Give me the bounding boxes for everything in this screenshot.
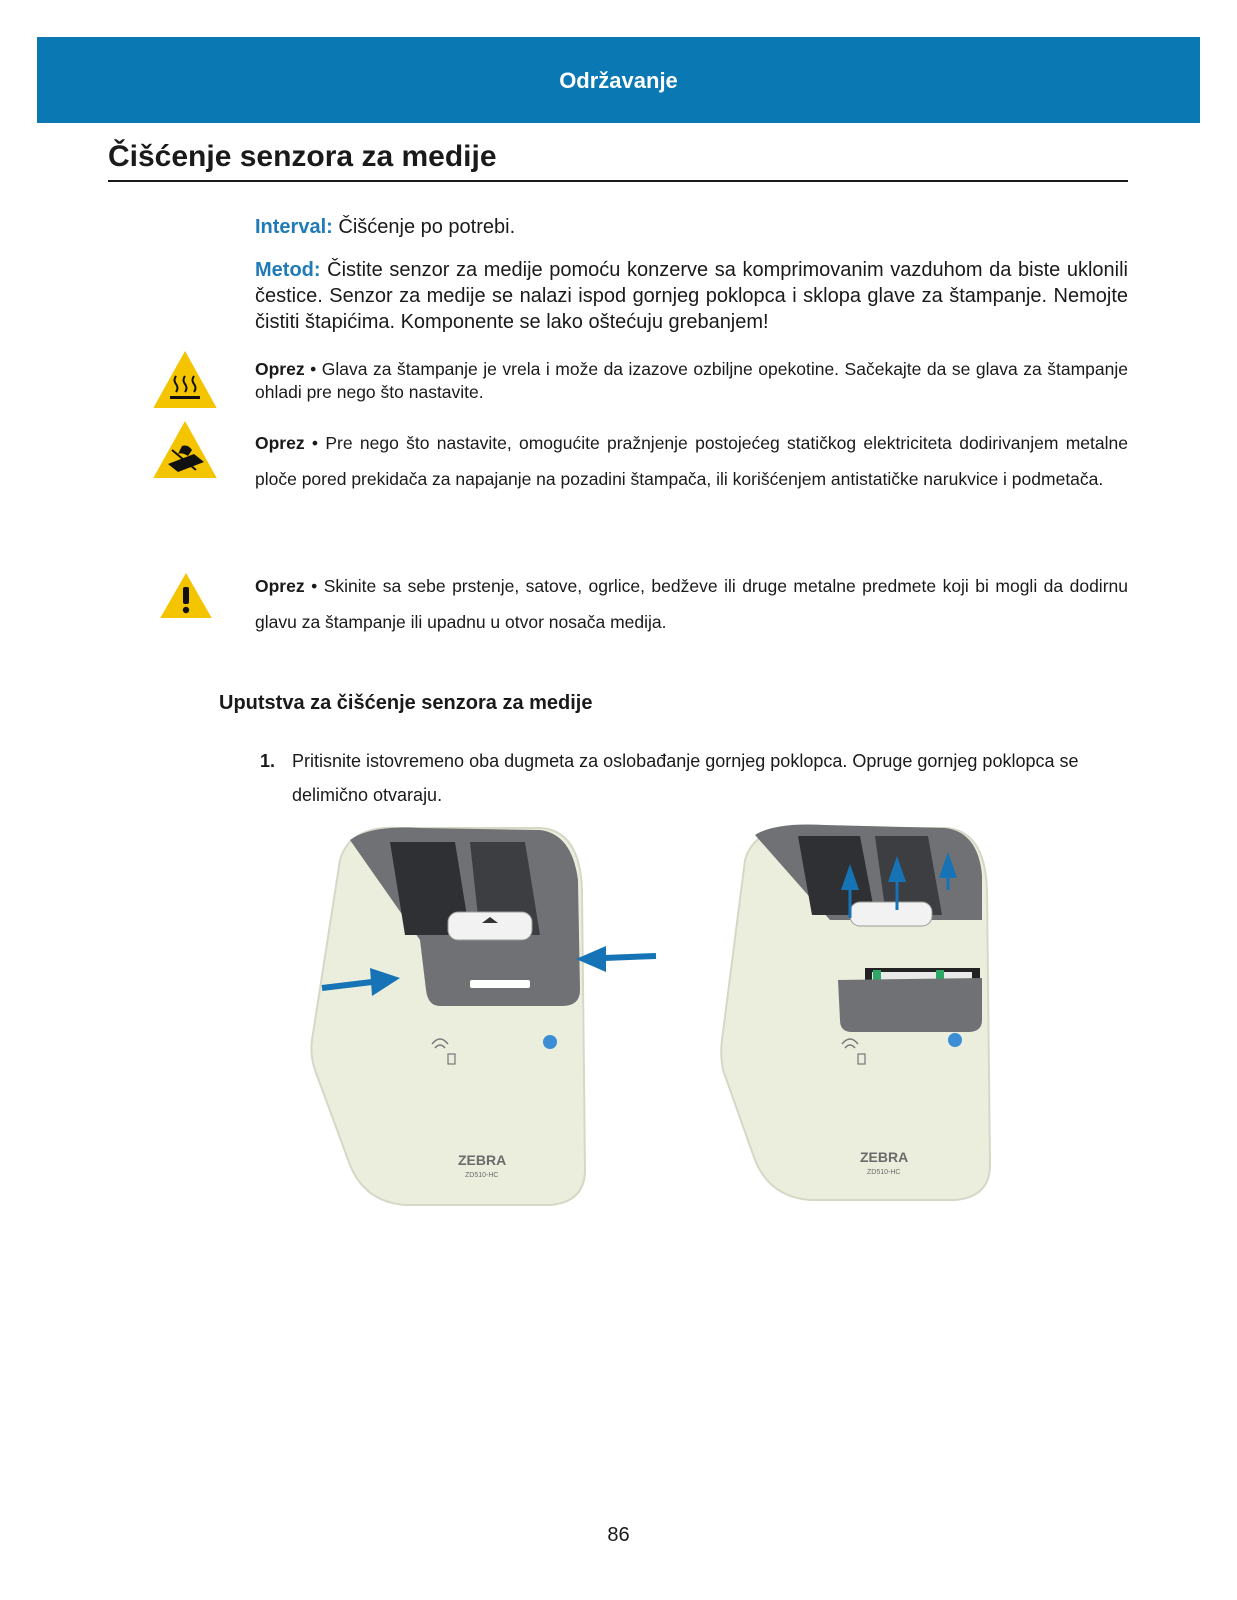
caution-metal xyxy=(255,568,1128,640)
printer-brand: ZEBRA xyxy=(458,1152,507,1168)
section-title: Održavanje xyxy=(559,68,678,93)
caution-label: Oprez xyxy=(255,359,305,379)
caution-label: Oprez xyxy=(255,576,305,596)
right-arrow-icon xyxy=(560,940,660,980)
caution-esd xyxy=(255,425,1128,497)
instructions-heading: Uputstva za čišćenje senzora za medije xyxy=(219,692,593,714)
section-header xyxy=(37,37,1200,123)
interval-label: Interval: xyxy=(255,216,333,238)
caution-text: • Glava za štampanje je vrela i može da izazove ozbiljne opekotine. Sačekajte da se glava za štampanje ohladi pre nego što nastavite. xyxy=(255,359,1128,402)
method-label: Metod: xyxy=(255,259,321,281)
printer-model: ZD510-HC xyxy=(465,1172,499,1179)
warning-icon xyxy=(160,573,212,619)
interval-text: Čišćenje po potrebi. xyxy=(338,216,516,238)
hot-surface-icon xyxy=(152,350,218,410)
page-title: Čišćenje senzora za medije xyxy=(108,140,1128,182)
page-number: 86 xyxy=(607,1524,630,1546)
printer-model: ZD510-HC xyxy=(867,1169,901,1176)
caution-hot xyxy=(255,358,1128,404)
caution-label: Oprez xyxy=(255,433,305,453)
step-text: Pritisnite istovremeno oba dugmeta za oslobađanje gornjeg poklopca. Opruge gornjeg poklopca se delimično otvaraju. xyxy=(292,751,1079,805)
step-number: 1. xyxy=(260,751,276,771)
interval-paragraph xyxy=(255,214,1128,240)
printer-brand: ZEBRA xyxy=(860,1149,909,1165)
caution-text: • Pre nego što nastavite, omogućite pražnjenje postojećeg statičkog elektriciteta dodirivanjem metalne ploče pored prekidača za napajanje na pozadini štampača, ili korišćenjem antistatičke narukvice i podmetača. xyxy=(255,433,1128,489)
method-paragraph xyxy=(255,257,1128,335)
printer-open-figure xyxy=(720,820,1005,1210)
esd-icon xyxy=(152,420,218,480)
printer-closed-figure xyxy=(310,820,600,1215)
caution-text: • Skinite sa sebe prstenje, satove, ogrlice, bedževe ili druge metalne predmete koji bi mogli da dodirnu glavu za štampanje ili upadnu u otvor nosača medija. xyxy=(255,576,1128,632)
method-text: Čistite senzor za medije pomoću konzerve sa komprimovanim vazduhom da biste uklonili čestice. Senzor za medije se nalazi ispod gornjeg poklopca i sklopa glave za štampanje. Nemojte čistiti štapićima. Komponente se lako oštećuju grebanjem! xyxy=(255,259,1128,333)
